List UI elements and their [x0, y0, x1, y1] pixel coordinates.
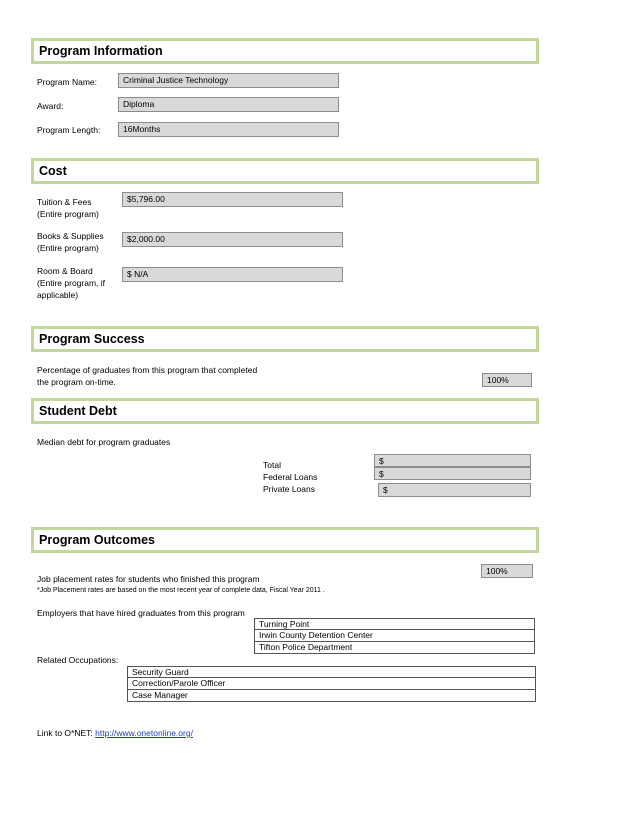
total-label: Total — [263, 460, 281, 470]
occupations-label: Related Occupations: — [37, 655, 119, 665]
program-length-label: Program Length: — [37, 125, 101, 135]
tuition-field[interactable]: $5,796.00 — [122, 192, 343, 207]
federal-loans-label: Federal Loans — [263, 472, 318, 482]
success-text-2: the program on-time. — [37, 377, 116, 387]
private-loans-field[interactable]: $ — [378, 483, 531, 497]
section-title: Program Success — [39, 332, 145, 346]
employer-item: Turning Point — [254, 618, 535, 630]
private-loans-label: Private Loans — [263, 484, 315, 494]
program-length-field[interactable]: 16Months — [118, 122, 339, 137]
occupation-item: Security Guard — [127, 666, 536, 678]
books-field[interactable]: $2,000.00 — [122, 232, 343, 247]
total-debt-field[interactable]: $ — [374, 454, 531, 467]
onet-line — [37, 727, 193, 739]
success-rate-field[interactable]: 100% — [482, 373, 532, 387]
award-field[interactable]: Diploma — [118, 97, 339, 112]
section-title: Cost — [39, 164, 67, 178]
room-label: Room & Board — [37, 266, 93, 276]
employer-item: Irwin County Detention Center — [254, 630, 535, 642]
section-title: Program Outcomes — [39, 533, 156, 547]
occupation-item: Correction/Parole Officer — [127, 678, 536, 690]
student-debt-header — [31, 398, 539, 424]
room-field[interactable]: $ N/A — [122, 267, 343, 282]
success-text: Percentage of graduates from this program that completed — [37, 365, 258, 375]
occupation-item: Case Manager — [127, 690, 536, 702]
award-label: Award: — [37, 101, 64, 111]
section-title: Student Debt — [39, 404, 117, 418]
program-success-header — [31, 326, 539, 352]
section-title: Program Information — [39, 44, 163, 58]
tuition-label-sub: (Entire program) — [37, 209, 99, 219]
books-label-sub: (Entire program) — [37, 243, 99, 253]
onet-label: Link to O*NET: — [37, 728, 93, 738]
room-label-sub: (Entire program, if — [37, 278, 106, 288]
employer-item: Tifton Police Department — [254, 642, 535, 654]
cost-header — [31, 158, 539, 184]
placement-rate-field[interactable]: 100% — [481, 564, 533, 578]
employers-label: Employers that have hired graduates from this program — [37, 608, 245, 618]
placement-text: Job placement rates for students who finished this program — [37, 574, 260, 584]
program-name-field[interactable]: Criminal Justice Technology — [118, 73, 339, 88]
tuition-label: Tuition & Fees — [37, 197, 92, 207]
program-name-label: Program Name: — [37, 77, 97, 87]
debt-text: Median debt for program graduates — [37, 437, 171, 447]
federal-loans-field[interactable]: $ — [374, 467, 531, 480]
program-information-header — [31, 38, 539, 64]
onet-link[interactable]: http://www.onetonline.org/ — [95, 728, 193, 738]
room-label-sub2: applicable) — [37, 290, 79, 300]
program-outcomes-header — [31, 527, 539, 553]
books-label: Books & Supplies — [37, 231, 104, 241]
placement-note: *Job Placement rates are based on the most recent year of complete data, Fiscal Year 2011 . — [37, 587, 325, 594]
